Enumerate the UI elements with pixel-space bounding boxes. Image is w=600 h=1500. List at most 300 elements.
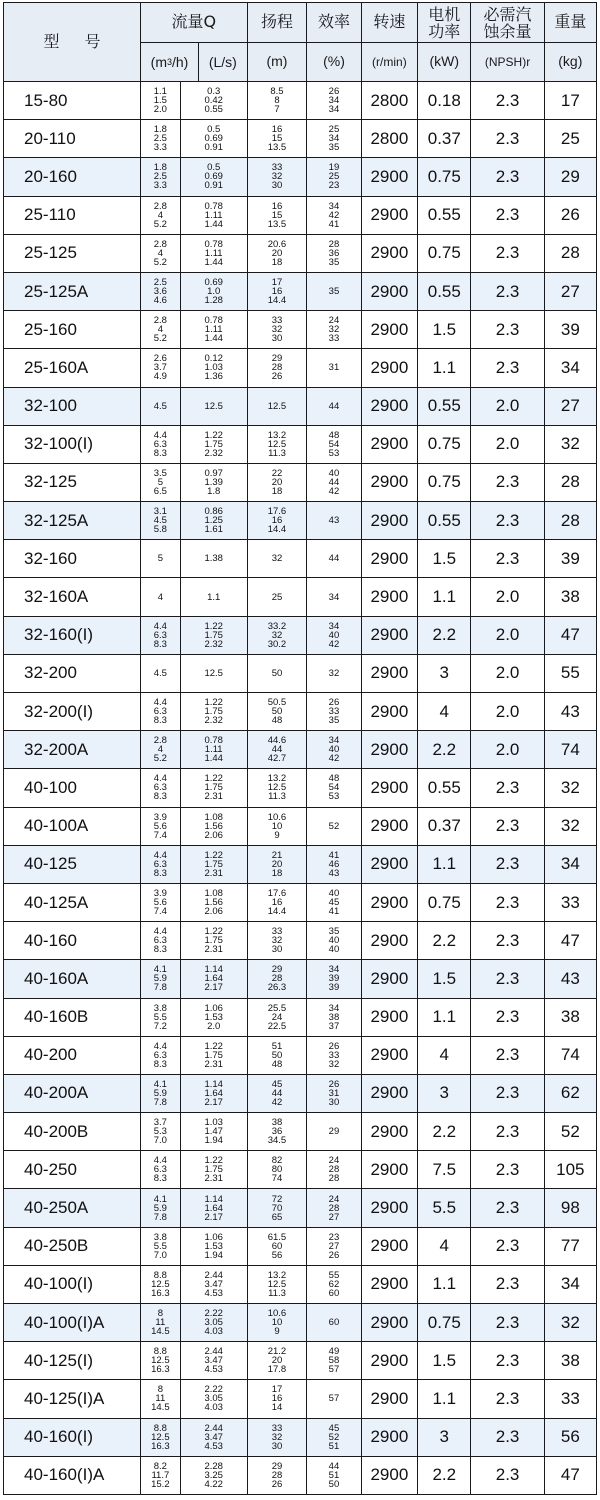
efficiency-cell-value: 28: [328, 238, 340, 250]
efficiency-cell-value: 34: [328, 735, 340, 747]
head-cell-value: 17.8: [267, 1364, 287, 1376]
table-row: [4, 502, 597, 540]
table-row: [4, 1074, 597, 1112]
flow-ls-cell-value: 1.94: [204, 1135, 223, 1147]
speed-cell: 2900: [361, 693, 417, 731]
speed-cell: 2900: [361, 425, 417, 463]
efficiency-cell-value: 42: [328, 485, 340, 497]
head-cell-value: 82: [271, 1155, 283, 1167]
flow-ls-cell: [180, 922, 247, 960]
flow-m3h-cell: [141, 1304, 181, 1342]
flow-m3h-cell: [141, 922, 181, 960]
head-cell-value: 15: [271, 133, 283, 145]
model-cell: 40-100A: [4, 807, 141, 845]
flow-m3h-cell: [141, 1151, 181, 1189]
head-cell: [247, 807, 307, 845]
pump-spec-table: [3, 2, 597, 1495]
head-cell-value: 25: [271, 591, 283, 603]
head-cell: [247, 387, 307, 425]
efficiency-cell: [307, 1151, 361, 1189]
flow-m3h-cell-value: 2.8: [153, 200, 167, 212]
head-cell-value: 16: [271, 515, 283, 527]
speed-cell: 2900: [361, 883, 417, 921]
weight-cell: 27: [544, 272, 596, 310]
efficiency-cell-value: 39: [328, 973, 340, 985]
head-cell: [247, 272, 307, 310]
npsh-cell: 2.3: [471, 1151, 544, 1189]
weight-cell: 55: [544, 654, 596, 692]
model-cell: 15-80: [4, 82, 141, 120]
npsh-cell: 2.3: [471, 82, 544, 120]
efficiency-cell: [307, 654, 361, 692]
head-cell: [247, 731, 307, 769]
head-cell-value: 8: [274, 95, 280, 107]
npsh-cell: 2.0: [471, 578, 544, 616]
flow-m3h-cell-value: 4: [157, 744, 164, 756]
efficiency-cell-value: 23: [328, 180, 340, 192]
flow-ls-cell: [180, 1151, 247, 1189]
flow-m3h-cell-value: 5.8: [153, 524, 167, 536]
flow-m3h-cell-value: 16.3: [151, 1440, 170, 1452]
flow-m3h-cell-value: 14.5: [151, 1326, 170, 1338]
flow-ls-cell-value: 0.42: [204, 95, 223, 107]
flow-ls-cell-value: 1.14: [204, 964, 223, 976]
flow-ls-cell: [180, 540, 247, 578]
flow-m3h-cell: [141, 311, 181, 349]
flow-ls-cell-value: 1.56: [204, 897, 223, 909]
power-cell: 0.55: [418, 196, 471, 234]
flow-ls-cell-value: 0.3: [207, 86, 221, 98]
flow-m3h-cell-value: 6.5: [153, 485, 167, 497]
efficiency-cell-value: 50: [328, 1478, 340, 1490]
flow-m3h-cell-value: 5.9: [153, 1202, 167, 1214]
head-cell-value: 20: [271, 247, 283, 259]
col-head-header: [247, 3, 307, 43]
table-row: [4, 196, 597, 234]
flow-ls-cell-value: 12.5: [204, 400, 223, 412]
efficiency-cell-value: 24: [328, 1155, 340, 1167]
flow-m3h-cell: [141, 998, 181, 1036]
flow-ls-cell-value: 1.28: [204, 295, 223, 307]
head-cell-value: 29: [271, 1460, 283, 1472]
npsh-cell: 2.3: [471, 769, 544, 807]
efficiency-cell-value: 35: [328, 142, 340, 154]
efficiency-cell-value: 53: [328, 447, 340, 459]
flow-m3h-cell-value: 12.5: [151, 1431, 170, 1443]
flow-m3h-cell: [141, 425, 181, 463]
power-cell: 0.55: [418, 769, 471, 807]
head-cell: [247, 1189, 307, 1227]
col-flow-header: [141, 3, 248, 43]
speed-cell: 2900: [361, 578, 417, 616]
flow-m3h-cell: [141, 1227, 181, 1265]
flow-m3h-cell-value: 8.3: [153, 867, 167, 879]
efficiency-cell: [307, 349, 361, 387]
head-cell-value: 21.2: [267, 1346, 287, 1358]
flow-ls-cell-value: 3.05: [204, 1317, 223, 1329]
efficiency-cell-value: 51: [328, 1440, 340, 1452]
flow-ls-cell-value: 1.25: [204, 515, 223, 527]
flow-m3h-cell-value: 6.3: [153, 706, 167, 718]
flow-m3h-cell-value: 1.1: [153, 86, 167, 98]
efficiency-cell-value: 31: [328, 1087, 340, 1099]
head-cell-value: 30: [271, 1440, 283, 1452]
power-cell: 1.1: [418, 1265, 471, 1303]
flow-m3h-cell-value: 8.8: [153, 1269, 167, 1281]
col-speed-header: [361, 3, 417, 43]
npsh-cell: 2.3: [471, 349, 544, 387]
flow-ls-cell-value: 1.47: [204, 1126, 223, 1138]
flow-m3h-cell: [141, 1265, 181, 1303]
model-cell: 25-160A: [4, 349, 141, 387]
flow-ls-cell-value: 1.11: [204, 247, 223, 259]
speed-cell: 2900: [361, 1227, 417, 1265]
efficiency-cell-value: 35: [328, 286, 340, 298]
flow-m3h-cell: [141, 883, 181, 921]
npsh-cell: 2.3: [471, 311, 544, 349]
speed-cell: 2800: [361, 82, 417, 120]
model-cell: 40-250B: [4, 1227, 141, 1265]
head-cell-value: 11.3: [268, 791, 286, 803]
head-cell: [247, 311, 307, 349]
power-cell: 4: [418, 1227, 471, 1265]
efficiency-cell-value: 26: [328, 1040, 340, 1052]
flow-m3h-cell-value: 6.3: [153, 858, 167, 870]
power-cell: 5.5: [418, 1189, 471, 1227]
efficiency-cell: [307, 998, 361, 1036]
weight-cell: 32: [544, 807, 596, 845]
flow-m3h-cell-value: 3.1: [153, 506, 167, 518]
flow-ls-cell-value: 0.86: [204, 506, 223, 518]
efficiency-cell-value: 43: [328, 515, 340, 527]
power-cell: 0.75: [418, 1304, 471, 1342]
flow-ls-cell: [180, 1265, 247, 1303]
efficiency-cell-value: 48: [328, 773, 340, 785]
efficiency-cell-value: 40: [328, 467, 340, 479]
flow-m3h-cell-value: 2.8: [153, 315, 167, 327]
flow-ls-cell-value: 4.53: [204, 1287, 223, 1299]
flow-m3h-cell: [141, 769, 181, 807]
head-cell-value: 12.5: [267, 1278, 287, 1290]
efficiency-cell: [307, 387, 361, 425]
npsh-cell: 2.3: [471, 272, 544, 310]
flow-m3h-cell-value: 7.0: [153, 1249, 167, 1261]
flow-ls-cell-value: 0.78: [204, 735, 223, 747]
efficiency-cell-value: 54: [328, 782, 340, 794]
efficiency-cell-value: 27: [328, 1240, 340, 1252]
table-row: [4, 1456, 597, 1494]
efficiency-cell-value: 34: [328, 591, 340, 603]
head-cell-value: 22.5: [267, 1020, 287, 1032]
table-row: [4, 883, 597, 921]
npsh-cell: 2.3: [471, 196, 544, 234]
head-cell: [247, 883, 307, 921]
flow-m3h-cell-value: 2.5: [153, 133, 167, 145]
efficiency-cell-value: 57: [328, 1364, 340, 1376]
flow-ls-cell-value: 2.17: [204, 1211, 223, 1223]
flow-m3h-cell-value: 8.8: [153, 1346, 167, 1358]
flow-m3h-cell-value: 2.6: [153, 353, 167, 365]
flow-m3h-cell: [141, 1342, 181, 1380]
speed-cell: 2900: [361, 731, 417, 769]
model-cell: 20-160: [4, 158, 141, 196]
efficiency-cell-value: 34: [328, 1002, 340, 1014]
power-cell: 1.1: [418, 349, 471, 387]
head-cell-value: 11.3: [268, 1287, 286, 1299]
flow-m3h-cell-value: 3.8: [153, 1002, 167, 1014]
head-cell-value: 44: [271, 744, 283, 756]
flow-ls-cell-value: 1.8: [207, 485, 221, 497]
flow-m3h-cell-value: 3.6: [153, 286, 167, 298]
head-cell: [247, 1113, 307, 1151]
flow-ls-cell-value: 1.64: [204, 973, 223, 985]
flow-ls-cell: [180, 1380, 247, 1418]
efficiency-cell-value: 28: [328, 1202, 340, 1214]
head-cell-value: 48: [271, 715, 283, 727]
flow-ls-cell: [180, 1342, 247, 1380]
weight-cell: 39: [544, 540, 596, 578]
head-cell-value: 32: [271, 324, 283, 336]
weight-cell: 33: [544, 1380, 596, 1418]
power-cell: 0.55: [418, 272, 471, 310]
head-cell-value: 8.5: [270, 86, 284, 98]
npsh-cell: 2.3: [471, 234, 544, 272]
flow-m3h-cell-value: 6.3: [153, 935, 167, 947]
weight-cell: 43: [544, 693, 596, 731]
flow-m3h-cell-value: 8.3: [153, 447, 167, 459]
table-row: [4, 234, 597, 272]
efficiency-cell: [307, 1036, 361, 1074]
head-cell-value: 32: [271, 629, 283, 641]
flow-m3h-cell-value: 4.1: [153, 964, 167, 976]
efficiency-cell: [307, 1113, 361, 1151]
speed-cell: 2900: [361, 463, 417, 501]
flow-ls-cell-value: 4.53: [204, 1440, 223, 1452]
head-cell: [247, 1380, 307, 1418]
flow-ls-cell-value: 2.22: [204, 1384, 223, 1396]
flow-m3h-cell: [141, 82, 181, 120]
flow-ls-cell-value: 2.44: [204, 1269, 223, 1281]
flow-unit-m3h-pre: (m: [150, 54, 167, 70]
efficiency-cell-value: 25: [328, 124, 340, 136]
head-cell: [247, 1418, 307, 1456]
table-row: [4, 272, 597, 310]
power-header-label-2: 功率: [428, 21, 461, 41]
efficiency-cell-value: 34: [328, 133, 340, 145]
flow-header-label: 流量Q: [171, 12, 217, 31]
weight-unit: (kg): [558, 53, 583, 69]
head-header-label: 扬程: [260, 12, 293, 31]
efficiency-cell: [307, 311, 361, 349]
model-cell: 32-160(I): [4, 616, 141, 654]
power-cell: 2.2: [418, 616, 471, 654]
head-cell-value: 32: [271, 553, 283, 565]
flow-ls-cell: [180, 616, 247, 654]
flow-ls-cell-value: 2.32: [204, 715, 223, 727]
col-npsh-header: [471, 3, 544, 43]
efficiency-cell: [307, 158, 361, 196]
flow-ls-cell-value: 1.22: [204, 429, 223, 441]
flow-ls-cell-value: 1.75: [204, 706, 223, 718]
flow-ls-cell-value: 0.78: [204, 315, 223, 327]
flow-ls-cell: [180, 272, 247, 310]
model-cell: 40-250A: [4, 1189, 141, 1227]
model-cell: 40-160(I)A: [4, 1456, 141, 1494]
npsh-cell: 2.3: [471, 540, 544, 578]
power-cell: 1.5: [418, 540, 471, 578]
efficiency-cell: [307, 463, 361, 501]
flow-ls-cell: [180, 234, 247, 272]
head-cell-value: 61.5: [267, 1231, 287, 1243]
flow-m3h-cell-value: 4.5: [153, 515, 167, 527]
table-row: [4, 540, 597, 578]
head-cell: [247, 196, 307, 234]
npsh-cell: 2.0: [471, 387, 544, 425]
power-header-label-1: 电机: [428, 4, 461, 24]
flow-ls-cell-value: 1.14: [204, 1078, 223, 1090]
efficiency-cell: [307, 883, 361, 921]
flow-ls-cell-value: 2.32: [204, 638, 223, 650]
speed-cell: 2900: [361, 1151, 417, 1189]
flow-ls-cell-value: 2.44: [204, 1422, 223, 1434]
efficiency-cell: [307, 82, 361, 120]
flow-ls-cell: [180, 731, 247, 769]
flow-ls-cell: [180, 654, 247, 692]
speed-cell: 2900: [361, 1265, 417, 1303]
table-row: [4, 654, 597, 692]
flow-ls-cell-value: 2.32: [204, 447, 223, 459]
flow-m3h-cell-value: 12.5: [151, 1278, 170, 1290]
model-cell: 25-125: [4, 234, 141, 272]
flow-m3h-cell-value: 2.5: [153, 277, 167, 289]
head-cell-value: 10.6: [267, 811, 287, 823]
head-cell-value: 9: [274, 1326, 280, 1338]
weight-cell: 43: [544, 960, 596, 998]
weight-cell: 32: [544, 769, 596, 807]
head-cell-value: 44.6: [267, 735, 287, 747]
model-cell: 32-200: [4, 654, 141, 692]
head-cell-value: 13.2: [267, 429, 287, 441]
flow-ls-cell-value: 0.69: [204, 277, 223, 289]
flow-ls-cell-value: 4.03: [204, 1402, 223, 1414]
weight-cell: 33: [544, 883, 596, 921]
speed-unit-cell: [361, 43, 417, 82]
flow-m3h-cell-value: 16.3: [151, 1364, 170, 1376]
model-cell: 32-100(I): [4, 425, 141, 463]
flow-ls-cell: [180, 120, 247, 158]
npsh-cell: 2.3: [471, 1189, 544, 1227]
model-cell: 40-100(I): [4, 1265, 141, 1303]
head-cell-value: 30.2: [267, 638, 287, 650]
flow-ls-cell-value: 1.44: [204, 256, 223, 268]
head-cell-value: 45: [271, 1078, 283, 1090]
npsh-cell: 2.3: [471, 1304, 544, 1342]
flow-unit-ls: [199, 43, 247, 81]
head-cell: [247, 654, 307, 692]
flow-m3h-cell-value: 5.6: [153, 820, 167, 832]
flow-m3h-cell-value: 7.8: [153, 982, 167, 994]
flow-m3h-cell-value: 5.5: [153, 1011, 167, 1023]
head-cell-value: 22: [271, 467, 283, 479]
head-cell-value: 42: [271, 1096, 283, 1108]
npsh-cell: 2.3: [471, 1456, 544, 1494]
head-cell: [247, 1265, 307, 1303]
efficiency-cell: [307, 1074, 361, 1112]
head-cell-value: 14.4: [267, 524, 287, 536]
flow-ls-cell-value: 1.22: [204, 926, 223, 938]
power-cell: 1.5: [418, 311, 471, 349]
table-row: [4, 1304, 597, 1342]
head-cell-value: 10: [271, 820, 283, 832]
weight-cell: 28: [544, 463, 596, 501]
table-row: [4, 425, 597, 463]
flow-m3h-cell-value: 14.5: [151, 1402, 170, 1414]
flow-m3h-cell-value: 2.5: [153, 171, 167, 183]
head-cell-value: 28: [271, 1469, 283, 1481]
head-cell-value: 14.4: [267, 295, 287, 307]
efficiency-cell-value: 28: [328, 1173, 340, 1185]
speed-cell: 2900: [361, 845, 417, 883]
model-cell: 40-125A: [4, 883, 141, 921]
speed-cell: 2900: [361, 807, 417, 845]
efficiency-cell: [307, 960, 361, 998]
flow-m3h-cell-value: 3.8: [153, 1231, 167, 1243]
efficiency-cell-value: 34: [328, 620, 340, 632]
efficiency-cell-value: 28: [328, 1164, 340, 1176]
col-power-header: [418, 3, 471, 43]
efficiency-cell-value: 36: [328, 247, 340, 259]
efficiency-cell-value: 40: [328, 935, 340, 947]
efficiency-cell-value: 52: [328, 820, 340, 832]
head-cell-value: 50: [271, 667, 283, 679]
flow-m3h-cell-value: 2.0: [153, 104, 167, 116]
head-cell-value: 28: [271, 362, 283, 374]
flow-ls-cell: [180, 1418, 247, 1456]
head-cell: [247, 1036, 307, 1074]
efficiency-cell-value: 42: [328, 638, 340, 650]
eff-unit: (%): [323, 53, 345, 69]
flow-ls-cell-value: 2.06: [204, 906, 223, 918]
head-unit-cell: [247, 43, 307, 82]
power-cell: 1.1: [418, 998, 471, 1036]
weight-cell: 26: [544, 196, 596, 234]
flow-m3h-cell-value: 5.3: [153, 1126, 167, 1138]
flow-ls-cell-value: 1.22: [204, 849, 223, 861]
flow-ls-cell-value: 1.11: [204, 324, 223, 336]
head-cell: [247, 349, 307, 387]
efficiency-cell-value: 51: [328, 1469, 340, 1481]
flow-ls-cell: [180, 807, 247, 845]
flow-ls-cell: [180, 1304, 247, 1342]
speed-cell: 2900: [361, 387, 417, 425]
head-cell: [247, 82, 307, 120]
efficiency-cell: [307, 1418, 361, 1456]
flow-ls-cell-value: 1.08: [204, 888, 223, 900]
speed-cell: 2900: [361, 1342, 417, 1380]
weight-cell: 25: [544, 120, 596, 158]
table-row: [4, 731, 597, 769]
head-cell-value: 50: [271, 706, 283, 718]
flow-ls-cell: [180, 349, 247, 387]
head-cell-value: 38: [271, 1117, 283, 1129]
flow-ls-cell: [180, 769, 247, 807]
flow-m3h-cell-value: 4.4: [153, 1040, 167, 1052]
efficiency-cell: [307, 807, 361, 845]
head-cell-value: 32: [271, 171, 283, 183]
head-cell: [247, 1227, 307, 1265]
efficiency-cell-value: 33: [328, 1049, 340, 1061]
efficiency-cell-value: 44: [328, 400, 340, 412]
